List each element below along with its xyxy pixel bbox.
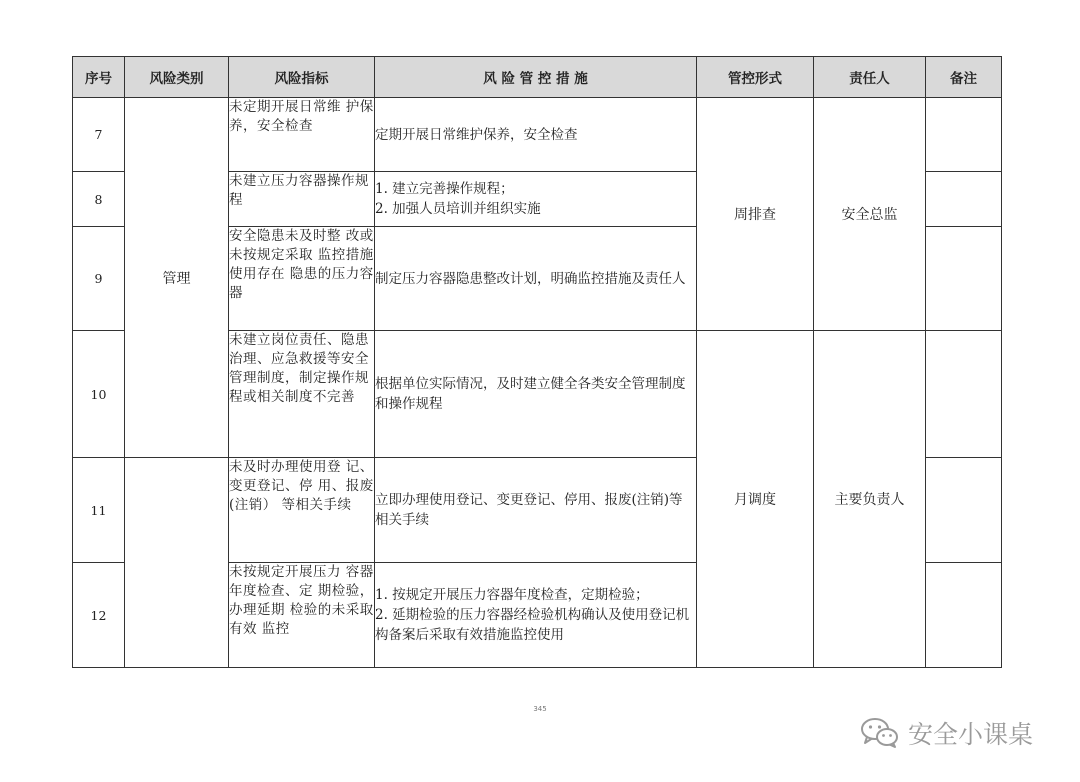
- header-remarks: 备注: [926, 57, 1002, 98]
- table-header-row: [73, 57, 1002, 98]
- measure-line: 定期开展日常维护保养，安全检查: [375, 126, 578, 143]
- header-responsible: 责任人: [814, 57, 926, 98]
- responsible-cell: [814, 98, 926, 331]
- remarks-cell: [926, 98, 1002, 172]
- control-form-cell: [697, 98, 814, 331]
- remarks-cell: [926, 563, 1002, 668]
- row-number: 7: [73, 98, 125, 172]
- risk-indicator: 未及时办理使用登 记、变更登记、停 用、报废(注销） 等相关手续: [229, 458, 375, 563]
- control-form: 周排查: [734, 207, 776, 223]
- risk-indicator: 安全隐患未及时整 改或未按规定采取 监控措施使用存在 隐患的压力容器: [229, 227, 375, 331]
- measure-line: 制定压力容器隐患整改计划，明确监控措施及责任人: [375, 270, 686, 287]
- risk-category: 管理: [162, 270, 191, 287]
- risk-indicator: 未按规定开展压力 容器年度检查、定 期检验，办理延期 检验的未采取有效 监控: [229, 563, 375, 668]
- measure-line: 2. 延期检验的压力容器经检验机构确认及使用登记机构备案后采取有效措施监控使用: [375, 607, 690, 643]
- wechat-icon: [860, 717, 900, 749]
- table-row: [73, 98, 1002, 172]
- measure-line: 根据单位实际情况，及时建立健全各类安全管理制度和操作规程: [375, 376, 686, 412]
- header-seq: 序号: [73, 57, 125, 98]
- control-measure: [375, 331, 697, 458]
- remarks-cell: [926, 331, 1002, 458]
- control-measure: [375, 458, 697, 563]
- measure-line: 1. 建立完善操作规程；: [375, 181, 514, 197]
- watermark-text: 安全小课桌: [908, 720, 1034, 749]
- measure-line: 1. 按规定开展压力容器年度检查，定期检验；: [375, 587, 649, 603]
- responsible-person: 安全总监: [841, 207, 898, 223]
- measure-line: 2. 加强人员培训并组织实施: [375, 201, 541, 217]
- header-control-form: 管控形式: [697, 57, 814, 98]
- remarks-cell: [926, 458, 1002, 563]
- risk-indicator: 未建立压力容器操作规程: [229, 172, 375, 227]
- header-risk-indicator: 风险指标: [229, 57, 375, 98]
- risk-category-cell: [125, 458, 229, 668]
- responsible-cell: [814, 331, 926, 668]
- responsible-person: 主要负责人: [834, 492, 905, 508]
- control-measure: [375, 98, 697, 172]
- control-form: 月调度: [734, 492, 776, 508]
- row-number: 12: [73, 563, 125, 668]
- risk-indicator: 未定期开展日常维 护保养，安全检查: [229, 98, 375, 172]
- measure-line: 立即办理使用登记、变更登记、停用、报废(注销)等相关手续: [375, 492, 683, 528]
- row-number: 10: [73, 331, 125, 458]
- page-number: 345: [533, 705, 547, 713]
- row-number: 9: [73, 227, 125, 331]
- control-measure: [375, 563, 697, 668]
- control-form-cell: [697, 331, 814, 668]
- risk-category-cell: [125, 98, 229, 458]
- row-number: 8: [73, 172, 125, 227]
- risk-control-table: [72, 56, 1002, 668]
- row-number: 11: [73, 458, 125, 563]
- remarks-cell: [926, 227, 1002, 331]
- control-measure: [375, 227, 697, 331]
- risk-indicator: 未建立岗位责任、隐患治理、应急救援等安全管理制度，制定操作规程或相关制度不完善: [229, 331, 375, 458]
- header-control-measures: 风 险 管 控 措 施: [375, 57, 697, 98]
- remarks-cell: [926, 172, 1002, 227]
- watermark: [860, 715, 1033, 751]
- header-risk-category: 风险类别: [125, 57, 229, 98]
- control-measure: [375, 172, 697, 227]
